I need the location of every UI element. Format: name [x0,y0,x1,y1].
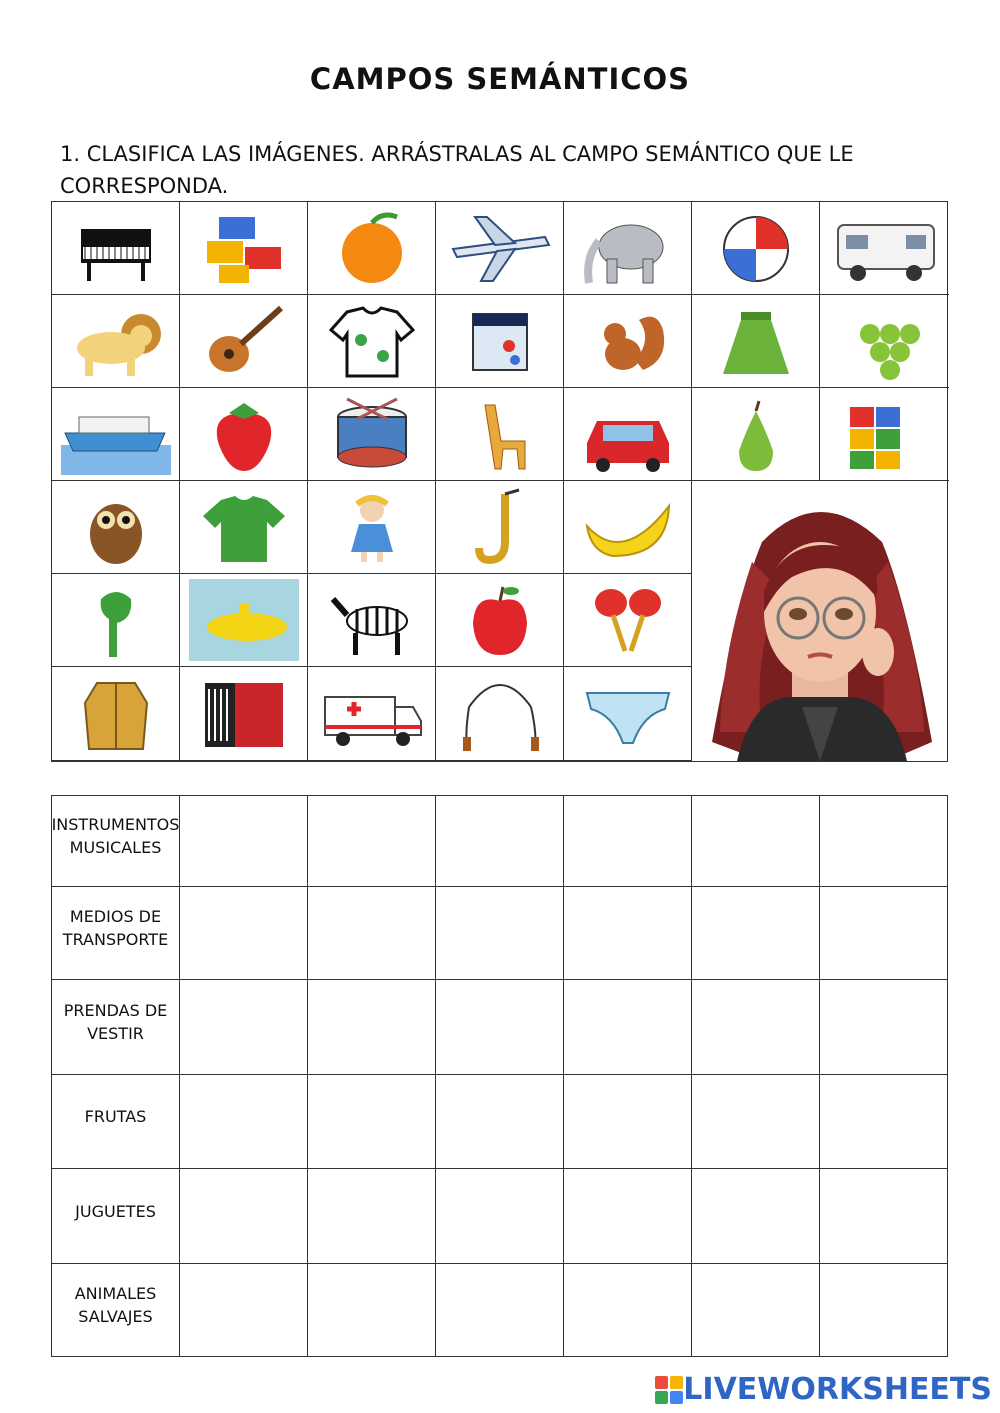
squirrel-icon [573,300,683,382]
draggable-grapes-card[interactable] [820,295,949,388]
drop-zone[interactable] [436,1075,564,1169]
accordion-icon [189,673,299,755]
drop-zone[interactable] [436,1264,564,1356]
draggable-lion-card[interactable] [52,295,180,388]
drop-zone[interactable] [308,980,436,1075]
grapes-icon [830,300,940,382]
drop-zone[interactable] [180,1075,308,1169]
drop-zone[interactable] [436,796,564,887]
guitar-icon [189,300,299,382]
liveworksheets-logo [655,1372,992,1407]
category-label-5: ANIMALES SALVAJES [52,1264,180,1356]
draggable-maracas-card[interactable] [564,574,692,667]
draggable-camper-van-card[interactable] [820,202,949,295]
drop-zone[interactable] [692,887,820,980]
lego-bricks-icon [189,207,299,289]
ambulance-icon [317,673,427,755]
saxophone-icon [445,486,555,568]
drop-zone[interactable] [692,1264,820,1356]
draggable-pear-card[interactable] [692,388,820,481]
drop-zone[interactable] [692,1075,820,1169]
drop-zone[interactable] [308,1264,436,1356]
draggable-skirt-card[interactable] [692,295,820,388]
draggable-saxophone-card[interactable] [436,481,564,574]
draggable-squirrel-card[interactable] [564,295,692,388]
ship-icon [61,393,171,475]
drop-zone[interactable] [436,980,564,1075]
draggable-lego-bricks-card[interactable] [180,202,308,295]
draggable-apple-card[interactable] [436,574,564,667]
draggable-accordion-card[interactable] [180,667,308,761]
t-shirt-icon [189,486,299,568]
drop-zone[interactable] [820,980,947,1075]
drop-zone[interactable] [180,1169,308,1264]
banana-icon [573,486,683,568]
camper-van-icon [830,207,940,289]
drop-zone[interactable] [692,796,820,887]
car-icon [573,393,683,475]
elephant-icon [573,207,683,289]
drop-zone[interactable] [436,887,564,980]
brand-name: LIVEWORKSHEETS [683,1372,992,1407]
drop-zone[interactable] [180,796,308,887]
pear-icon [701,393,811,475]
draggable-zebra-card[interactable] [308,574,436,667]
draggable-t-shirt-card[interactable] [180,481,308,574]
coat-icon [61,673,171,755]
piano-icon [61,207,171,289]
zebra-icon [317,579,427,661]
classification-table [51,795,948,1357]
lion-icon [61,300,171,382]
drop-zone[interactable] [820,1264,947,1356]
draggable-dice-toy-card[interactable] [436,295,564,388]
draggable-orange-card[interactable] [308,202,436,295]
orange-icon [317,207,427,289]
draggable-strawberry-card[interactable] [180,388,308,481]
maracas-icon [573,579,683,661]
draggable-guitar-card[interactable] [180,295,308,388]
owl-icon [61,486,171,568]
drop-zone[interactable] [820,1075,947,1169]
draggable-car-card[interactable] [564,388,692,481]
puzzle-icon [830,393,940,475]
shirt-icon [317,300,427,382]
draggable-owl-card[interactable] [52,481,180,574]
giraffe-icon [445,393,555,475]
category-label-1: MEDIOS DE TRANSPORTE [52,887,180,980]
drop-zone[interactable] [820,796,947,887]
beach-ball-icon [701,207,811,289]
apple-icon [445,579,555,661]
drop-zone[interactable] [180,1264,308,1356]
category-label-2: PRENDAS DE VESTIR [52,980,180,1075]
draggable-drum-card[interactable] [308,388,436,481]
draggable-jump-rope-card[interactable] [436,667,564,761]
draggable-doll-card[interactable] [308,481,436,574]
drop-zone[interactable] [820,887,947,980]
page-title: CAMPOS SEMÁNTICOS [309,62,691,96]
draggable-shirt-card[interactable] [308,295,436,388]
drop-zone[interactable] [180,887,308,980]
scarf-icon [61,579,171,661]
strawberry-icon [189,393,299,475]
drop-zone[interactable] [564,1264,692,1356]
draggable-banana-card[interactable] [564,481,692,574]
drop-zone[interactable] [564,887,692,980]
doll-icon [317,486,427,568]
draggable-submarine-card[interactable] [180,574,308,667]
draggable-underwear-card[interactable] [564,667,692,761]
drop-zone[interactable] [308,796,436,887]
draggable-giraffe-card[interactable] [436,388,564,481]
draggable-airplane-card[interactable] [436,202,564,295]
drop-zone[interactable] [564,1169,692,1264]
dice-toy-icon [445,300,555,382]
drop-zone[interactable] [308,1075,436,1169]
drum-icon [317,393,427,475]
instructions: 1. CLASIFICA LAS IMÁGENES. ARRÁSTRALAS AL CAMPO SEMÁNTICO QUE LE CORRESPONDA. [60,142,854,198]
draggable-beach-ball-card[interactable] [692,202,820,295]
brand-logo-icon [655,1376,683,1404]
jump-rope-icon [445,673,555,755]
drop-zone[interactable] [564,796,692,887]
drop-zone[interactable] [820,1169,947,1264]
category-label-3: FRUTAS [52,1075,180,1169]
draggable-ambulance-card[interactable] [308,667,436,761]
drop-zone[interactable] [564,980,692,1075]
draggable-coat-card[interactable] [52,667,180,761]
category-label-4: JUGUETES [52,1169,180,1264]
drop-zone[interactable] [308,1169,436,1264]
airplane-icon [445,207,555,289]
draggable-ship-card[interactable] [52,388,180,481]
category-label-0: INSTRUMENTOS MUSICALES [52,796,180,887]
draggable-scarf-card[interactable] [52,574,180,667]
draggable-puzzle-card[interactable] [820,388,949,481]
drop-zone[interactable] [564,1075,692,1169]
submarine-icon [189,579,299,661]
drop-zone[interactable] [692,1169,820,1264]
drop-zone[interactable] [692,980,820,1075]
drop-zone[interactable] [436,1169,564,1264]
draggable-elephant-card[interactable] [564,202,692,295]
drop-zone[interactable] [180,980,308,1075]
drop-zone[interactable] [308,887,436,980]
draggable-piano-card[interactable] [52,202,180,295]
teacher-avatar-image [692,482,948,761]
skirt-icon [701,300,811,382]
underwear-icon [573,673,683,755]
image-bank [51,201,948,762]
